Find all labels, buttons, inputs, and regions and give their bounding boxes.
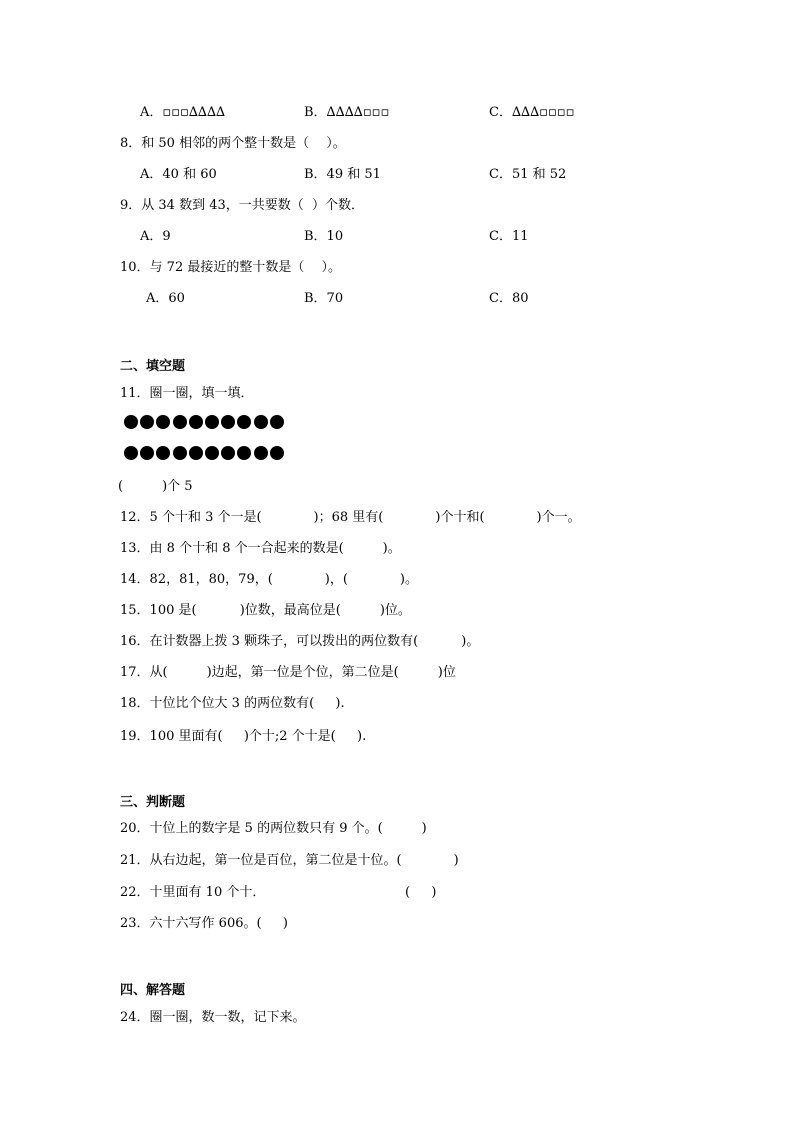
q11-dot bbox=[124, 415, 138, 429]
q11-dot bbox=[156, 446, 170, 460]
q11-dot bbox=[270, 446, 284, 460]
q9-option-c: C．11 bbox=[489, 229, 529, 244]
q10-option-c: C．80 bbox=[489, 291, 529, 306]
q11-dot bbox=[221, 446, 235, 460]
q11-dot bbox=[140, 446, 154, 460]
q16-text: 16．在计数器上拨 3 颗珠子，可以拨出的两位数有( )。 bbox=[120, 634, 480, 649]
q11-dot bbox=[254, 415, 268, 429]
q11-dot bbox=[173, 446, 187, 460]
q8-option-b: B．49 和 51 bbox=[304, 167, 381, 182]
q10-text: 10．与 72 最接近的整十数是（ ）。 bbox=[120, 260, 341, 275]
q11-dot-row-1 bbox=[124, 414, 286, 432]
q11-dot bbox=[221, 415, 235, 429]
q11-dot bbox=[189, 415, 203, 429]
q7-option-a: A．▫▫▫∆∆∆∆ bbox=[140, 105, 226, 120]
section-title-answer: 四、解答题 bbox=[120, 983, 186, 998]
q7-option-c: C．∆∆∆▫▫▫▫ bbox=[489, 105, 575, 120]
q8-text: 8．和 50 相邻的两个整十数是（ ）。 bbox=[120, 136, 346, 151]
q11-dot bbox=[189, 446, 203, 460]
q11-answer: ( )个 5 bbox=[118, 479, 193, 494]
q7-option-b: B．∆∆∆∆▫▫▫ bbox=[304, 105, 390, 120]
q11-dot bbox=[140, 415, 154, 429]
q11-dot bbox=[237, 415, 251, 429]
q19-text: 19．100 里面有( )个十;2 个十是( ). bbox=[120, 729, 367, 744]
q22-blank: ( ) bbox=[405, 885, 437, 900]
q11-dot-row-2 bbox=[124, 445, 286, 463]
q13-text: 13．由 8 个十和 8 个一合起来的数是( )。 bbox=[120, 541, 401, 556]
q15-text: 15．100 是( )位数，最高位是( )位。 bbox=[120, 603, 411, 618]
q11-dot bbox=[173, 415, 187, 429]
q11-dot bbox=[254, 446, 268, 460]
q23-text: 23．六十六写作 606。( ) bbox=[120, 916, 288, 931]
q17-text: 17．从( )边起，第一位是个位，第二位是( )位 bbox=[120, 665, 456, 680]
q9-text: 9．从 34 数到 43，一共要数（ ）个数． bbox=[120, 198, 365, 213]
q24-text: 24．圈一圈，数一数，记下来。 bbox=[120, 1010, 306, 1025]
q20-text: 20．十位上的数字是 5 的两位数只有 9 个。( ) bbox=[120, 821, 427, 836]
q8-option-c: C．51 和 52 bbox=[489, 167, 567, 182]
q10-option-a: A．60 bbox=[146, 291, 185, 306]
section-title-judgement: 三、判断题 bbox=[120, 795, 186, 810]
q11-dot bbox=[156, 415, 170, 429]
section-title-fill-in: 二、填空题 bbox=[120, 359, 186, 374]
q12-text: 12．5 个十和 3 个一是( )；68 里有( )个十和( )个一。 bbox=[120, 510, 581, 525]
q11-dot bbox=[270, 415, 284, 429]
q21-text: 21．从右边起，第一位是百位，第二位是十位。( ) bbox=[120, 853, 459, 868]
q22-text: 22．十里面有 10 个十． bbox=[120, 885, 266, 900]
q8-option-a: A．40 和 60 bbox=[140, 167, 217, 182]
q9-option-a: A．9 bbox=[140, 229, 171, 244]
q10-option-b: B．70 bbox=[304, 291, 344, 306]
q11-dot bbox=[124, 446, 138, 460]
q14-text: 14．82，81，80，79，( )，( )。 bbox=[120, 572, 418, 587]
q11-dot bbox=[205, 415, 219, 429]
q11-dot bbox=[205, 446, 219, 460]
q11-text: 11．圈一圈，填一填． bbox=[120, 386, 254, 401]
q9-option-b: B．10 bbox=[304, 229, 344, 244]
q18-text: 18．十位比个位大 3 的两位数有( ). bbox=[120, 696, 345, 711]
q11-dot bbox=[237, 446, 251, 460]
